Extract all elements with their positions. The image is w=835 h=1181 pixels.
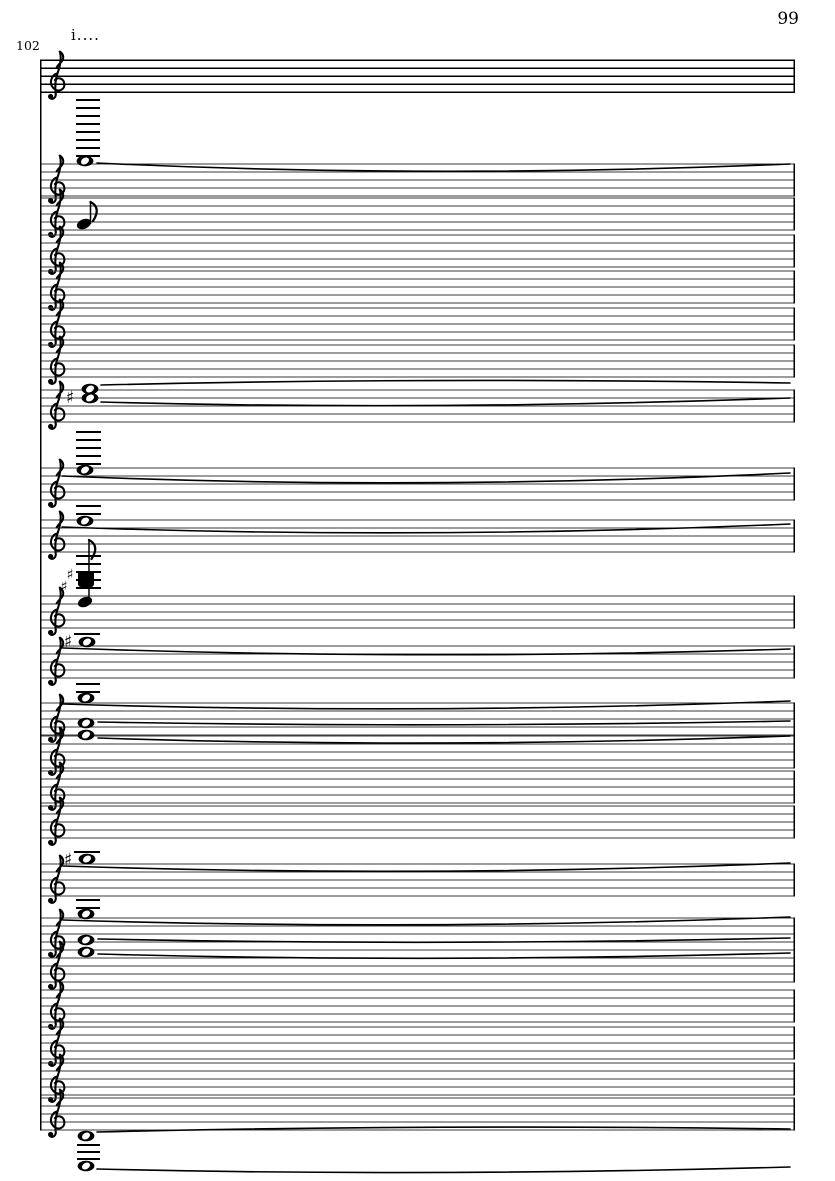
tie-slur (97, 1167, 790, 1173)
whole-note (79, 637, 96, 648)
tie-slur (98, 721, 790, 725)
staff-23 (40, 1090, 795, 1173)
whole-note (78, 693, 95, 704)
whole-note (78, 1131, 95, 1142)
staff-16 (40, 798, 795, 845)
staff-12 (40, 632, 795, 685)
staff-7 (40, 337, 795, 384)
cluster-chord (78, 571, 94, 587)
tie-slur (63, 701, 790, 709)
measure-number: 102 (16, 38, 40, 53)
whole-note (79, 854, 96, 865)
staff-19 (40, 935, 795, 989)
ledger-lines (76, 100, 100, 156)
whole-note (78, 1161, 95, 1172)
ledger-lines (76, 900, 100, 908)
staff-1 (40, 52, 795, 99)
tie-slur (101, 398, 790, 406)
whole-note (78, 909, 95, 920)
whole-note (78, 947, 95, 958)
whole-note (82, 393, 99, 404)
staff-9 (40, 432, 795, 507)
whole-note (78, 718, 95, 729)
staff-3 (40, 190, 795, 237)
staff-11 (40, 540, 795, 635)
tie-slur (101, 380, 790, 385)
staff-22 (40, 1055, 795, 1102)
sharp-accidental: ♯ (65, 388, 75, 408)
whole-note (77, 465, 94, 476)
whole-note (78, 935, 95, 946)
staff-17 (40, 850, 795, 903)
sharp-accidental: ♯ (60, 579, 68, 595)
ledger-lines (76, 684, 100, 692)
staff-13 (40, 684, 795, 742)
eighth-flag (91, 202, 97, 221)
tie-slur (98, 736, 790, 743)
ledger-lines (76, 506, 101, 514)
whole-note (77, 516, 94, 527)
staff-6 (40, 300, 795, 347)
staff-20 (40, 982, 795, 1029)
staff-8 (40, 380, 795, 429)
ledger-lines (76, 432, 101, 464)
staff-5 (40, 263, 795, 310)
staff-18 (40, 900, 795, 957)
staff-4 (40, 227, 795, 274)
staff-21 (40, 1019, 795, 1066)
whole-note (78, 730, 95, 741)
staff-14 (40, 718, 795, 775)
tie-slur (62, 473, 790, 483)
whole-note (77, 156, 94, 167)
staff-15 (40, 763, 795, 810)
sharp-accidental: ♯ (63, 632, 73, 652)
sharp-accidental: ♯ (66, 567, 74, 583)
sharp-accidental: ♯ (63, 850, 73, 870)
staff-2 (40, 100, 795, 203)
ledger-lines (77, 1145, 100, 1159)
page-number: 99 (777, 9, 799, 29)
note-head (76, 595, 93, 609)
lyric-text: i.... (71, 26, 100, 44)
staff-10 (40, 506, 795, 559)
